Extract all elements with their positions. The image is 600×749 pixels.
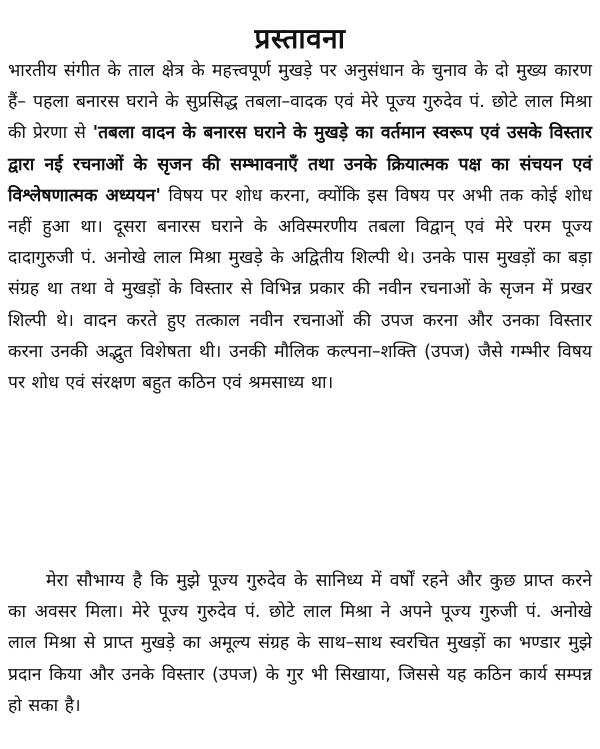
research-title-bold: 'तबला वादन के बनारस घराने के मुखड़े का वर्तमान स्वरूप एवं उसके विस्तार द्वारा नई रचनाओं के सृजन की सम्भावनाएँ तथा उनके क्रियात्मक पक्ष का संचयन एवं विश्लेषणात्मक अध्ययन' [8, 123, 592, 206]
paragraph-1-rest: विषय पर शोध करना, क्योंकि इस विषय पर अभी तक कोई शोध नहीं हुआ था। दूसरा बनारस घराने के अविस्मरणीय तबला विद्वान् एवं मेरे परम पूज्य दादागुरुजी पं. अनोखे लाल मिश्रा मुखड़े के अद्वितीय शिल्पी थे। उनके पास मुखड़ों का बड़ा संग्रह था तथा वे मुखड़ों के विस्तार से विभिन्न प्रकार की नवीन रचनाओं के सृजन में प्रखर शिल्पी थे। वादन करते हुए तत्काल नवीन रचनाओं की उपज करना और उनका विस्तार करना उनकी अद्भुत विशेषता थी। उनकी मौलिक कल्पना–शक्ति (उपज) जैसे गम्भीर विषय पर शोध एवं संरक्षण बहुत कठिन एवं श्रमसाध्य था। [8, 185, 593, 394]
page-title: प्रस्तावना [254, 21, 346, 55]
paragraph-1 [8, 56, 592, 399]
paragraph-1-intro: भारतीय संगीत के ताल क्षेत्र के महत्त्वपूर्ण मुखड़े पर अनुसंधान के चुनाव के दो मुख्य कारण हैं– पहला बनारस घराने के सुप्रसिद्ध तबला–वादक एवं मेरे पूज्य गुरुदेव पं. छोटे लाल मिश्रा की प्रेरणा से [8, 61, 592, 144]
paragraph-2: मेरा सौभाग्य है कि मुझे पूज्य गुरुदेव के सानिध्य में वर्षों रहने और कुछ प्राप्त करने का अवसर मिला। मेरे पूज्य गुरुदेव पं. छोटे लाल मिश्रा ने अपने पूज्य गुरुजी पं. अनोखे लाल मिश्रा से प्राप्त मुखड़े का अमूल्य संग्रह के साथ–साथ स्वरचित मुखड़ों का भण्डार मुझे प्रदान किया और उनके विस्तार (उपज) के गुर भी सिखाया, जिससे यह कठिन कार्य सम्पन्न हो सका है। [8, 571, 592, 716]
